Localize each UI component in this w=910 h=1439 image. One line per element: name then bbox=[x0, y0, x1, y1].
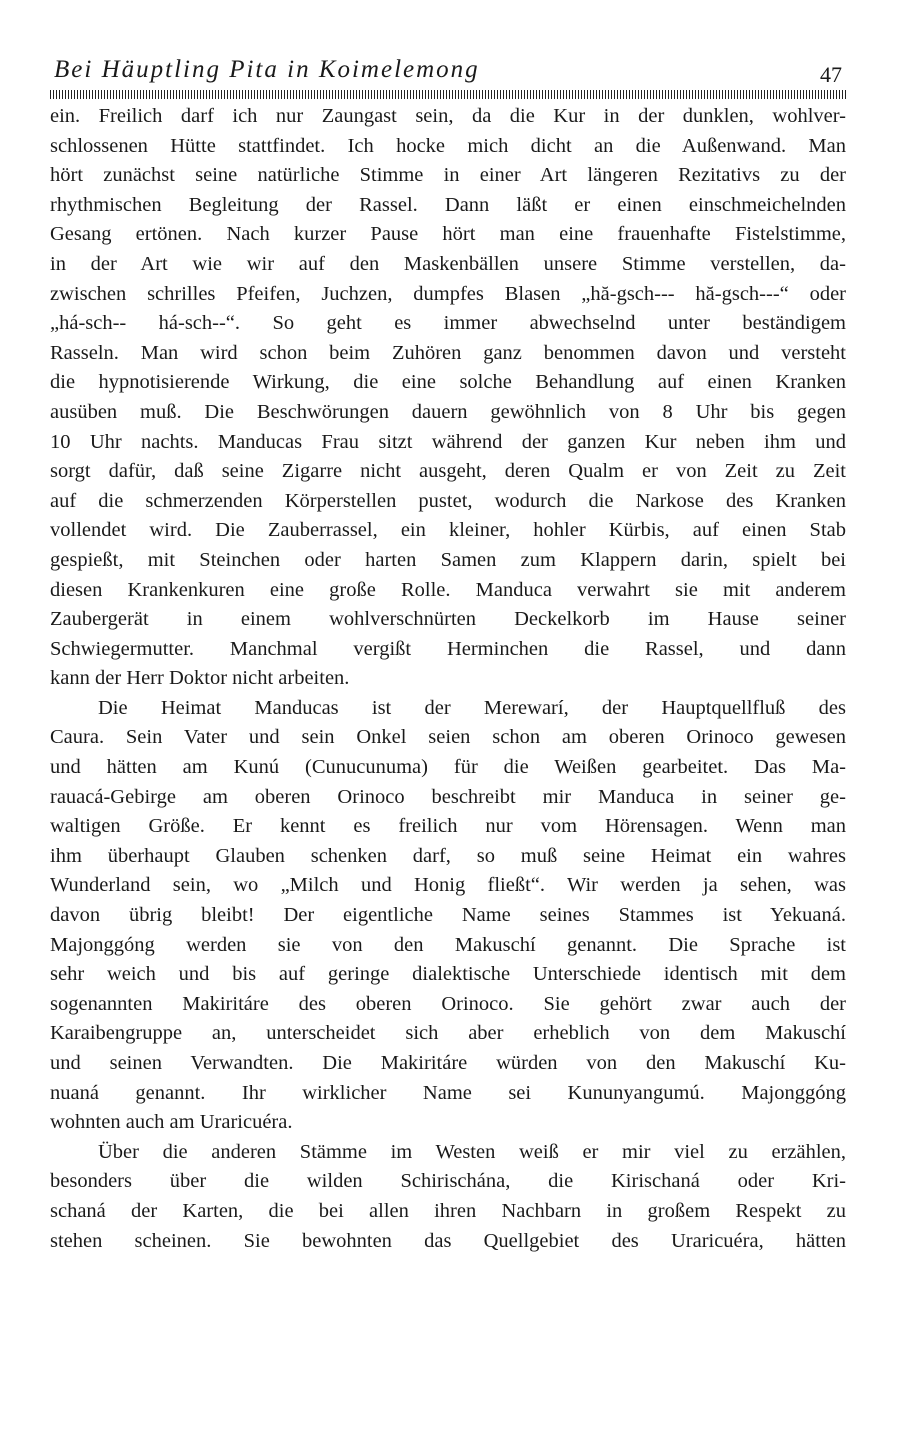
text-line: Wunderland sein, wo „Milch und Honig fließt“. Wir werden ja sehen, was bbox=[50, 874, 846, 897]
paragraph bbox=[50, 1138, 846, 1256]
paragraph bbox=[50, 694, 846, 1138]
text-line: Majonggóng werden sie von den Makuschí genannt. Die Sprache ist bbox=[50, 933, 846, 956]
page-number: 47 bbox=[820, 62, 842, 87]
text-line: ausüben muß. Die Beschwörungen dauern gewöhnlich von 8 Uhr bis gegen bbox=[50, 400, 846, 423]
text-line: waltigen Größe. Er kennt es freilich nur vom Hörensagen. Wenn man bbox=[50, 815, 846, 838]
text-line: 10 Uhr nachts. Manducas Frau sitzt während der ganzen Kur neben ihm und bbox=[50, 430, 846, 453]
text-line: Schwiegermutter. Manchmal vergißt Herminchen die Rassel, und dann bbox=[50, 637, 846, 660]
text-line: kann der Herr Doktor nicht arbeiten. bbox=[50, 667, 350, 690]
body-text bbox=[50, 102, 846, 1256]
text-line: Karaibengruppe an, unterscheidet sich aber erheblich von dem Makuschí bbox=[50, 1022, 846, 1045]
running-header bbox=[50, 56, 846, 90]
text-line: schaná der Karten, die bei allen ihren Nachbarn in großem Respekt zu bbox=[50, 1199, 846, 1222]
text-line: ihm überhaupt Glauben schenken darf, so muß seine Heimat ein wahres bbox=[50, 844, 846, 867]
text-line: schlossenen Hütte stattfindet. Ich hocke mich dicht an die Außenwand. Man bbox=[50, 134, 846, 157]
text-line: Caura. Sein Vater und sein Onkel seien schon am oberen Orinoco gewesen bbox=[50, 726, 846, 749]
text-line: sogenannten Makiritáre des oberen Orinoco. Sie gehört zwar auch der bbox=[50, 992, 846, 1015]
text-line: auf die schmerzenden Körperstellen pustet, wodurch die Narkose des Kranken bbox=[50, 489, 846, 512]
text-line: zwischen schrilles Pfeifen, Juchzen, dumpfes Blasen „hă-gsch--- hă-gsch---“ oder bbox=[50, 282, 846, 305]
text-line: Gesang ertönen. Nach kurzer Pause hört man eine frauenhafte Fistelstimme, bbox=[50, 223, 846, 246]
text-line: davon übrig bleibt! Der eigentliche Name seines Stammes ist Yekuaná. bbox=[50, 904, 846, 927]
text-line: vollendet wird. Die Zauberrassel, ein kleiner, hohler Kürbis, auf einen Stab bbox=[50, 519, 846, 542]
text-line: Rasseln. Man wird schon beim Zuhören ganz benommen davon und versteht bbox=[50, 341, 846, 364]
text-line: sorgt dafür, daß seine Zigarre nicht ausgeht, deren Qualm er von Zeit zu Zeit bbox=[50, 460, 846, 483]
text-line: und hätten am Kunú (Cunucunuma) für die Weißen gearbeitet. Das Ma- bbox=[50, 756, 846, 779]
text-line: und seinen Verwandten. Die Makiritáre würden von den Makuschí Ku- bbox=[50, 1052, 846, 1074]
text-line: in der Art wie wir auf den Maskenbällen unsere Stimme verstellen, da- bbox=[50, 252, 846, 275]
header-rule bbox=[50, 90, 846, 99]
text-line: Über die anderen Stämme im Westen weiß er mir viel zu erzählen, bbox=[98, 1140, 846, 1163]
running-title: Bei Häuptling Pita in Koimelemong bbox=[54, 56, 480, 83]
text-line: rhythmischen Begleitung der Rassel. Dann läßt er einen einschmeichelnden bbox=[50, 193, 846, 216]
text-line: gespießt, mit Steinchen oder harten Samen zum Klappern darin, spielt bei bbox=[50, 548, 846, 571]
text-line: besonders über die wilden Schirischána, die Kirischaná oder Kri- bbox=[50, 1170, 846, 1193]
text-line: diesen Krankenkuren eine große Rolle. Manduca verwahrt sie mit anderem bbox=[50, 578, 846, 601]
text-line: wohnten auch am Uraricuéra. bbox=[50, 1111, 293, 1134]
text-line: Die Heimat Manducas ist der Merewarí, der Hauptquellfluß des bbox=[98, 696, 846, 719]
text-line: Zaubergerät in einem wohlverschnürten Deckelkorb im Hause seiner bbox=[50, 608, 846, 631]
text-line: nuaná genannt. Ihr wirklicher Name sei Kununyangumú. Majonggóng bbox=[50, 1081, 846, 1104]
text-line: ein. Freilich darf ich nur Zaungast sein, da die Kur in der dunklen, wohlver- bbox=[50, 105, 846, 127]
paragraph bbox=[50, 102, 846, 694]
text-line: rauacá-Gebirge am oberen Orinoco beschreibt mir Manduca in seiner ge- bbox=[50, 785, 846, 808]
book-page bbox=[50, 56, 846, 1256]
text-line: „há-sch-- há-sch--“. So geht es immer abwechselnd unter beständigem bbox=[50, 312, 846, 335]
text-line: hört zunächst seine natürliche Stimme in einer Art längeren Rezitativs zu der bbox=[50, 164, 846, 187]
text-line: die hypnotisierende Wirkung, die eine solche Behandlung auf einen Kranken bbox=[50, 371, 846, 394]
text-line: stehen scheinen. Sie bewohnten das Quellgebiet des Uraricuéra, hätten bbox=[50, 1229, 846, 1252]
text-line: sehr weich und bis auf geringe dialektische Unterschiede identisch mit dem bbox=[50, 963, 846, 986]
